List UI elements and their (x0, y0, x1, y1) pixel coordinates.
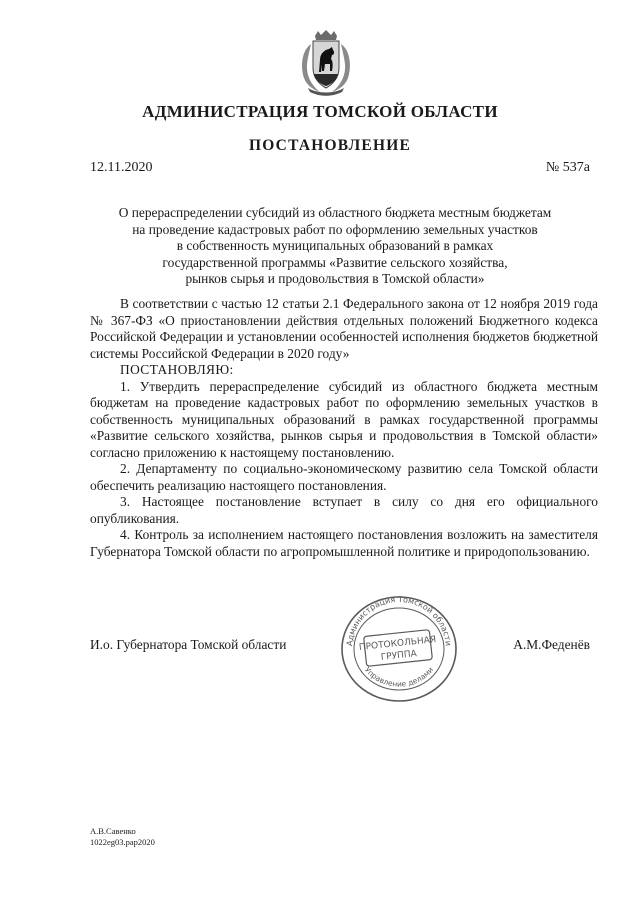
body-item: 1. Утвердить перераспределение субсидий из областного бюджета местным бюджетам на проведение кадастровых работ по оформлению земельных участков в собственность муниципальных образований в рамках государственной программы «Развитие сельского хозяйства, рынков сырья и продовольствия в Томской области» согласно приложению к настоящему постановлению. (90, 378, 598, 460)
body-item: 2. Департаменту по социально-экономическому развитию села Томской области обеспечить реализацию настоящего постановления. (90, 461, 598, 493)
signatory-position: И.о. Губернатора Томской области (90, 637, 287, 652)
decree-heading: ПОСТАНОВЛЯЮ: (120, 362, 234, 377)
coat-of-arms-icon (298, 30, 354, 96)
footer-author: А.В.Савенко (90, 826, 136, 836)
stamp-ring-text: Администрация Томской области (345, 594, 453, 647)
subject-line: в собственность муниципальных образований в рамках (176, 238, 494, 253)
footer-file-code: 1022eg03.pap2020 (90, 837, 155, 847)
body-item: 3. Настоящее постановление вступает в силу со дня его официального опубликования. (90, 494, 598, 526)
subject-line: государственной программы «Развитие сельского хозяйства, (162, 254, 508, 270)
stamp-center-line1: ПРОТОКОЛЬНАЯ (358, 635, 437, 654)
document-number: № 537а (545, 160, 590, 175)
preamble-paragraph: В соответствии с частью 12 статьи 2.1 Федерального закона от 12 ноября 2019 года № 367-ФЗ «О приостановлении действия отдельных положений Бюджетного кодекса Российской Федерации и установлении особенностей исполнения бюджетов бюджетной системы Российской Федерации в 2020 году» (90, 296, 598, 361)
official-stamp (338, 591, 460, 703)
subject-line: О перераспределении субсидий из областного бюджета местным бюджетам (118, 205, 552, 220)
document-body (90, 296, 598, 560)
stamp-center-line2: ГРУППА (380, 649, 418, 663)
signatory-name: А.М.Феденёв (513, 637, 590, 652)
footer (90, 826, 155, 848)
document-date: 12.11.2020 (90, 160, 153, 175)
stamp-bottom-text: Управление делами (362, 665, 436, 689)
document-subject (90, 205, 580, 288)
organization-title: АДМИНИСТРАЦИЯ ТОМСКОЙ ОБЛАСТИ (142, 102, 498, 121)
subject-line: рынков сырья и продовольствия в Томской области» (185, 271, 485, 286)
body-item: 4. Контроль за исполнением настоящего постановления возложить на заместителя Губернатора Томской области по агропромышленной политике и природопользованию. (90, 527, 598, 559)
subject-line: на проведение кадастровых работ по оформлению земельных участков (132, 221, 538, 237)
document-type: ПОСТАНОВЛЕНИЕ (248, 137, 412, 154)
